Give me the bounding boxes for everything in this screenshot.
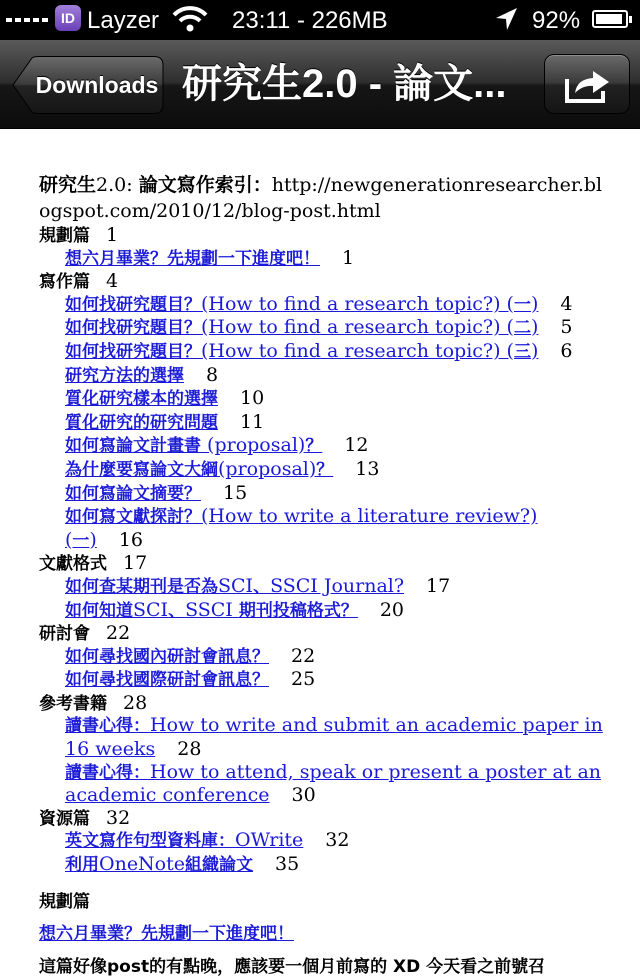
toc-item-page: 35 <box>275 853 300 876</box>
location-icon <box>494 6 520 39</box>
body-section-heading: 規劃篇 <box>39 891 90 912</box>
toc-item-link[interactable]: 如何尋找國內研討會訊息？ <box>65 646 269 667</box>
toc-item-page: 30 <box>291 784 316 807</box>
body-paragraph-text: 這篇好像post的有點晚，應該要一個月前寫的 XD 今天看之前號召 <box>39 956 546 977</box>
toc-section-page: 17 <box>123 552 148 575</box>
toc-item <box>39 434 609 458</box>
toc-item-link[interactable]: 如何寫論文摘要？ <box>65 483 201 504</box>
toc-item-page: 6 <box>560 339 573 362</box>
toc-section-name: 寫作篇 <box>39 272 90 293</box>
toc-section-page: 22 <box>106 622 131 645</box>
share-icon <box>565 67 611 103</box>
toc-item <box>39 645 609 669</box>
toc-section-name: 參考書籍 <box>39 693 107 714</box>
toc-item-page: 32 <box>325 829 350 852</box>
toc-section <box>39 552 609 575</box>
toc-section <box>39 270 609 293</box>
table-of-contents <box>39 224 609 877</box>
title-url: http://newgenerationresearcher.blogspot.com/2010/12/blog-post.html <box>39 174 603 222</box>
toc-item-link[interactable]: 讀書心得：How to attend, speak or present a poster at an academic conference <box>65 760 602 807</box>
toc-item-page: 12 <box>344 434 369 457</box>
toc-section <box>39 692 609 715</box>
toc-item <box>39 599 609 623</box>
toc-item-link[interactable]: 如何找研究題目？(How to find a research topic?) (三) <box>65 339 539 362</box>
toc-item <box>39 293 609 317</box>
toc-item-link[interactable]: 為什麼要寫論文大綱(proposal)？ <box>65 457 334 480</box>
toc-item-link[interactable]: 研究方法的選擇 <box>65 365 184 386</box>
toc-item-link[interactable]: 如何找研究題目？(How to find a research topic?) (一) <box>65 292 539 315</box>
toc-item-page: 8 <box>206 363 219 386</box>
toc-item-page: 13 <box>355 457 380 480</box>
toc-item-page: 5 <box>560 316 573 339</box>
toc-item-page: 22 <box>291 644 316 667</box>
status-bar <box>0 0 640 40</box>
toc-section-page: 32 <box>106 806 131 829</box>
time-memory-readout: 23:11 - 226MB <box>232 7 388 34</box>
toc-item <box>39 387 609 411</box>
toc-item-page: 17 <box>426 574 451 597</box>
toc-item <box>39 340 609 364</box>
toc-section-name: 資源篇 <box>39 808 90 829</box>
title-version: 2.0: <box>96 174 139 196</box>
carrier-name: Layzer <box>87 7 160 34</box>
toc-item-link[interactable]: 如何知道SCI、SSCI 期刊投稿格式？ <box>65 598 358 621</box>
toc-item-link[interactable]: 質化研究的研究問題 <box>65 412 218 433</box>
body-article-link[interactable]: 想六月畢業？先規劃一下進度吧！ <box>39 923 294 944</box>
toc-section <box>39 224 609 247</box>
title-cjk-2: 論文寫作索引： <box>138 174 272 196</box>
toc-item-link[interactable]: 想六月畢業？先規劃一下進度吧！ <box>65 248 320 269</box>
toc-section <box>39 807 609 830</box>
toc-item <box>39 714 609 760</box>
app-icon: ID <box>55 5 81 31</box>
toc-item-link[interactable]: 如何查某期刊是否為SCI、SSCI Journal? <box>65 574 405 597</box>
body-paragraph <box>39 953 609 980</box>
document-content <box>39 172 609 980</box>
toc-item <box>39 575 609 599</box>
title-cjk: 研究生 <box>39 174 97 196</box>
toc-item-page: 4 <box>560 292 573 315</box>
toc-section-page: 4 <box>106 270 119 293</box>
toc-item <box>39 458 609 482</box>
toc-item <box>39 761 609 807</box>
toc-item <box>39 668 609 692</box>
back-button[interactable] <box>12 56 164 114</box>
toc-item-link[interactable]: 質化研究樣本的選擇 <box>65 389 218 410</box>
toc-item-link[interactable]: 英文寫作句型資料庫：OWrite <box>65 829 304 852</box>
navigation-bar <box>0 40 640 129</box>
signal-icon <box>6 18 48 22</box>
toc-item <box>39 316 609 340</box>
toc-item <box>39 482 609 506</box>
toc-item-page: 25 <box>291 668 316 691</box>
share-button[interactable] <box>544 54 630 114</box>
toc-item <box>39 411 609 435</box>
toc-item-page: 20 <box>379 598 405 621</box>
toc-item <box>39 247 609 271</box>
toc-item <box>39 364 609 388</box>
page-title: 研究生2.0 - 論文... <box>182 62 507 106</box>
toc-section-name: 規劃篇 <box>39 226 90 246</box>
toc-item-page: 1 <box>342 246 355 269</box>
toc-item-link[interactable]: 利用OneNote組織論文 <box>65 853 254 876</box>
toc-item-page: 15 <box>223 481 248 504</box>
toc-item-link[interactable]: 如何寫論文計畫書 (proposal)？ <box>65 434 323 457</box>
toc-item-link[interactable]: 如何寫文獻探討？(How to write a literature review?) (一) <box>65 505 538 551</box>
toc-item-page: 16 <box>118 528 144 551</box>
toc-item-page: 28 <box>177 738 202 761</box>
back-button-label: Downloads <box>35 72 159 98</box>
battery-percent: 92% <box>532 7 581 34</box>
toc-item-link[interactable]: 如何尋找國際研討會訊息？ <box>65 670 269 691</box>
toc-section-name: 文獻格式 <box>39 554 107 575</box>
toc-item-page: 10 <box>240 387 265 410</box>
document-title <box>39 172 609 224</box>
toc-item <box>39 853 609 877</box>
toc-item <box>39 829 609 853</box>
toc-item-link[interactable]: 讀書心得：How to write and submit an academic paper in 16 weeks <box>65 714 603 761</box>
battery-icon <box>592 10 628 28</box>
toc-section-page: 28 <box>123 691 148 714</box>
toc-item-page: 11 <box>240 410 265 433</box>
toc-section-page: 1 <box>106 224 119 246</box>
wifi-icon <box>172 6 208 39</box>
toc-section <box>39 622 609 645</box>
toc-item-link[interactable]: 如何找研究題目？(How to find a research topic?) (二) <box>65 316 539 339</box>
toc-section-name: 研討會 <box>39 624 90 645</box>
toc-item <box>39 505 609 552</box>
